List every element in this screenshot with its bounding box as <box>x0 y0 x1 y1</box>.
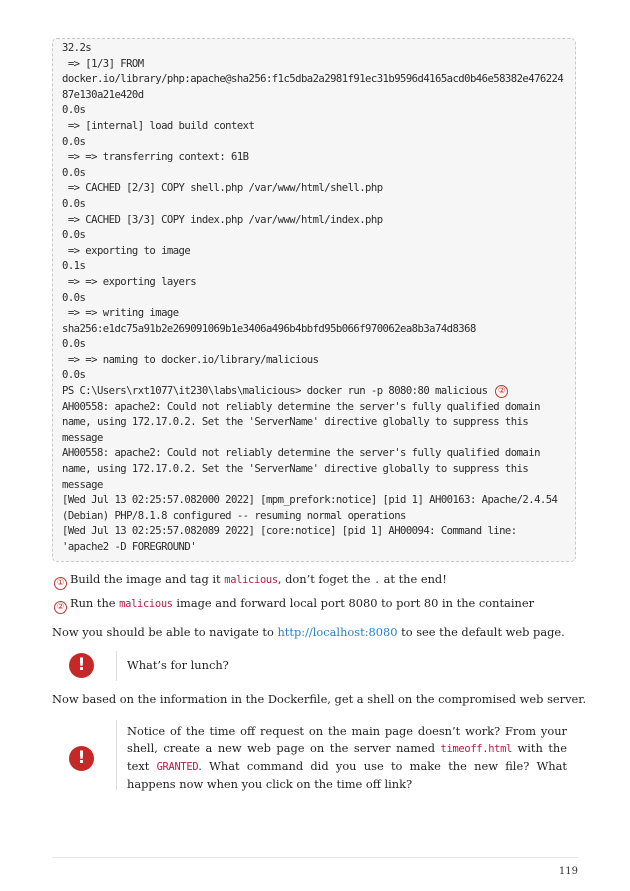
listing-line: 0.0s <box>62 291 86 304</box>
listing-line: [Wed Jul 13 02:25:57.082089 2022] [core:notice] [pid 1] AH00094: Command line: <box>62 525 517 538</box>
listing-line: name, using 172.17.0.2. Set the 'ServerName' directive globally to suppress this <box>62 463 529 476</box>
listing-line: => exporting to image <box>62 244 191 257</box>
listing-line: => [1/3] FROM <box>62 57 144 70</box>
listing-server-output <box>62 400 567 556</box>
listing-line: 32.2s <box>62 42 92 54</box>
listing-line: 0.0s <box>62 104 86 117</box>
localhost-link[interactable]: http://localhost:8080 <box>277 625 398 639</box>
callout-marker-2: ② <box>495 385 508 398</box>
listing-line: 0.0s <box>62 197 86 210</box>
warning-icon: ! <box>69 653 94 678</box>
listing-line: [Wed Jul 13 02:25:57.082000 2022] [mpm_prefork:notice] [pid 1] AH00163: Apache/2.4.54 <box>62 494 558 507</box>
warning-icon: ! <box>69 746 94 771</box>
footer-rule <box>52 857 578 858</box>
listing-line: AH00558: apache2: Could not reliably determine the server's fully qualified domain <box>62 400 540 413</box>
listing-line: 0.0s <box>62 369 86 382</box>
listing-line: 0.0s <box>62 338 86 351</box>
listing-line: message <box>62 431 103 444</box>
listing-line: 0.0s <box>62 229 86 242</box>
paragraph-navigate: Now you should be able to navigate to http://localhost:8080 to see the default web page. <box>52 625 565 639</box>
listing-line: => CACHED [2/3] COPY shell.php /var/www/html/shell.php <box>62 182 383 195</box>
listing-line: => CACHED [3/3] COPY index.php /var/www/html/index.php <box>62 213 383 226</box>
code-listing <box>52 38 576 562</box>
listing-line: 'apache2 -D FOREGROUND' <box>62 541 197 553</box>
admonition-text: Notice of the time off request on the main page doesn’t work? From your shell, create a new web page on the server named timeoff.html with the text GRANTED. What command did you use to make the new file? What happens now when you click on the time off link? <box>127 724 567 791</box>
listing-line: message <box>62 478 103 491</box>
admonition-lunch <box>52 651 576 681</box>
listing-line: => [internal] load build context <box>62 119 255 132</box>
admonition-timeoff <box>52 720 576 790</box>
admonition-divider <box>116 651 117 681</box>
listing-command-line <box>62 384 567 400</box>
listing-line: 0.0s <box>62 135 86 148</box>
admonition-text: What’s for lunch? <box>127 658 229 672</box>
listing-line: docker.io/library/php:apache@sha256:f1c5dba2a2981f91ec31b9596d4165acd0b46e58382e476224 <box>62 73 564 86</box>
listing-build-output <box>62 41 567 384</box>
listing-line: (Debian) PHP/8.1.8 configured -- resuming normal operations <box>62 509 406 522</box>
listing-line: => => writing image <box>62 307 179 320</box>
callout-2: ② Run the malicious image and forward local port 8080 to port 80 in the container <box>54 596 534 614</box>
listing-line: 0.1s <box>62 260 86 273</box>
listing-line: 0.0s <box>62 166 86 179</box>
command-text: PS C:\Users\rxt1077\it230\labs\malicious> docker run -p 8080:80 malicious <box>62 385 488 398</box>
paragraph-shell: Now based on the information in the Dockerfile, get a shell on the compromised web server. <box>52 692 587 706</box>
listing-line: 87e130a21e420d <box>62 88 144 101</box>
callout-marker-2: ② <box>54 601 67 614</box>
listing-line: => => transferring context: 61B <box>62 151 249 164</box>
listing-line: => => naming to docker.io/library/malicious <box>62 353 319 366</box>
callout-1: ① Build the image and tag it malicious, don’t foget the . at the end! <box>54 572 447 590</box>
listing-line: name, using 172.17.0.2. Set the 'ServerName' directive globally to suppress this <box>62 416 529 429</box>
listing-line: AH00558: apache2: Could not reliably determine the server's fully qualified domain <box>62 447 540 460</box>
listing-line: => => exporting layers <box>62 275 197 288</box>
callout-marker-1: ① <box>54 577 67 590</box>
page-number: 119 <box>558 866 578 877</box>
admonition-divider <box>116 720 117 790</box>
listing-line: sha256:e1dc75a91b2e269091069b1e3406a496b4bbfd95b066f970062ea8b3a74d8368 <box>62 322 476 335</box>
